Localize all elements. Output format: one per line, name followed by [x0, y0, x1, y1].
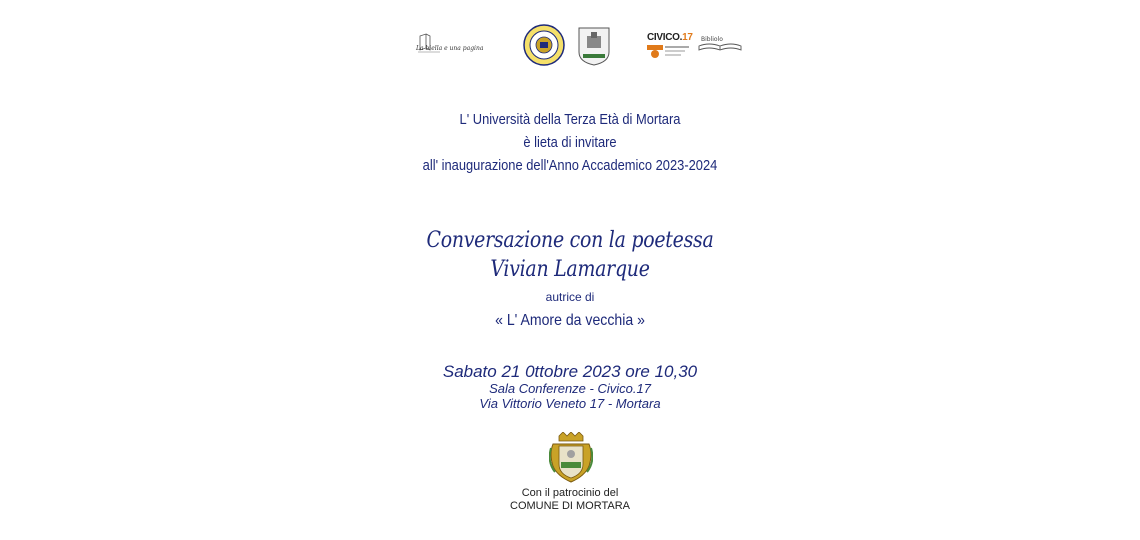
- unitre-seal-icon: [523, 24, 565, 66]
- event-date: Sabato 21 0ttobre 2023 ore 10,30: [442, 362, 698, 381]
- event-address: Via Vittorio Veneto 17 - Mortara: [479, 396, 661, 411]
- conversation-title: Conversazione con la poetessa: [426, 228, 714, 253]
- event-venue: Sala Conferenze - Civico.17: [489, 381, 651, 396]
- association-shield-icon: [577, 24, 611, 66]
- patronage-line-2: COMUNE DI MORTARA: [510, 500, 630, 512]
- patronage-line-1: Con il patrocinio del: [521, 487, 619, 499]
- invite-line-3: all' inaugurazione dell'Anno Accademico 2023-2024: [422, 157, 718, 174]
- civico-wordmark: CIVICO.17: [647, 32, 693, 43]
- poet-name: Vivian Lamarque: [490, 257, 650, 282]
- book-logo-label: Bibliolo: [701, 36, 723, 43]
- author-of-label: autrice di: [545, 290, 595, 304]
- invite-line-2: è lieta di invitare: [523, 134, 617, 151]
- civico-logo: [647, 32, 691, 62]
- coat-of-arms: [549, 432, 593, 484]
- invite-line-1: L' Università della Terza Età di Mortara: [459, 111, 681, 128]
- libri-caption: La biella e una pagina: [416, 45, 484, 52]
- civico-logo-icon: [647, 44, 691, 58]
- book-logo: [697, 34, 743, 56]
- mortara-coat-of-arms-icon: [549, 432, 593, 484]
- book-title: « L' Amore da vecchia »: [495, 312, 645, 329]
- association-logo: [577, 24, 611, 66]
- logos-row: [0, 22, 1140, 72]
- unitre-logo: [523, 24, 565, 66]
- libri-logo: [416, 32, 486, 58]
